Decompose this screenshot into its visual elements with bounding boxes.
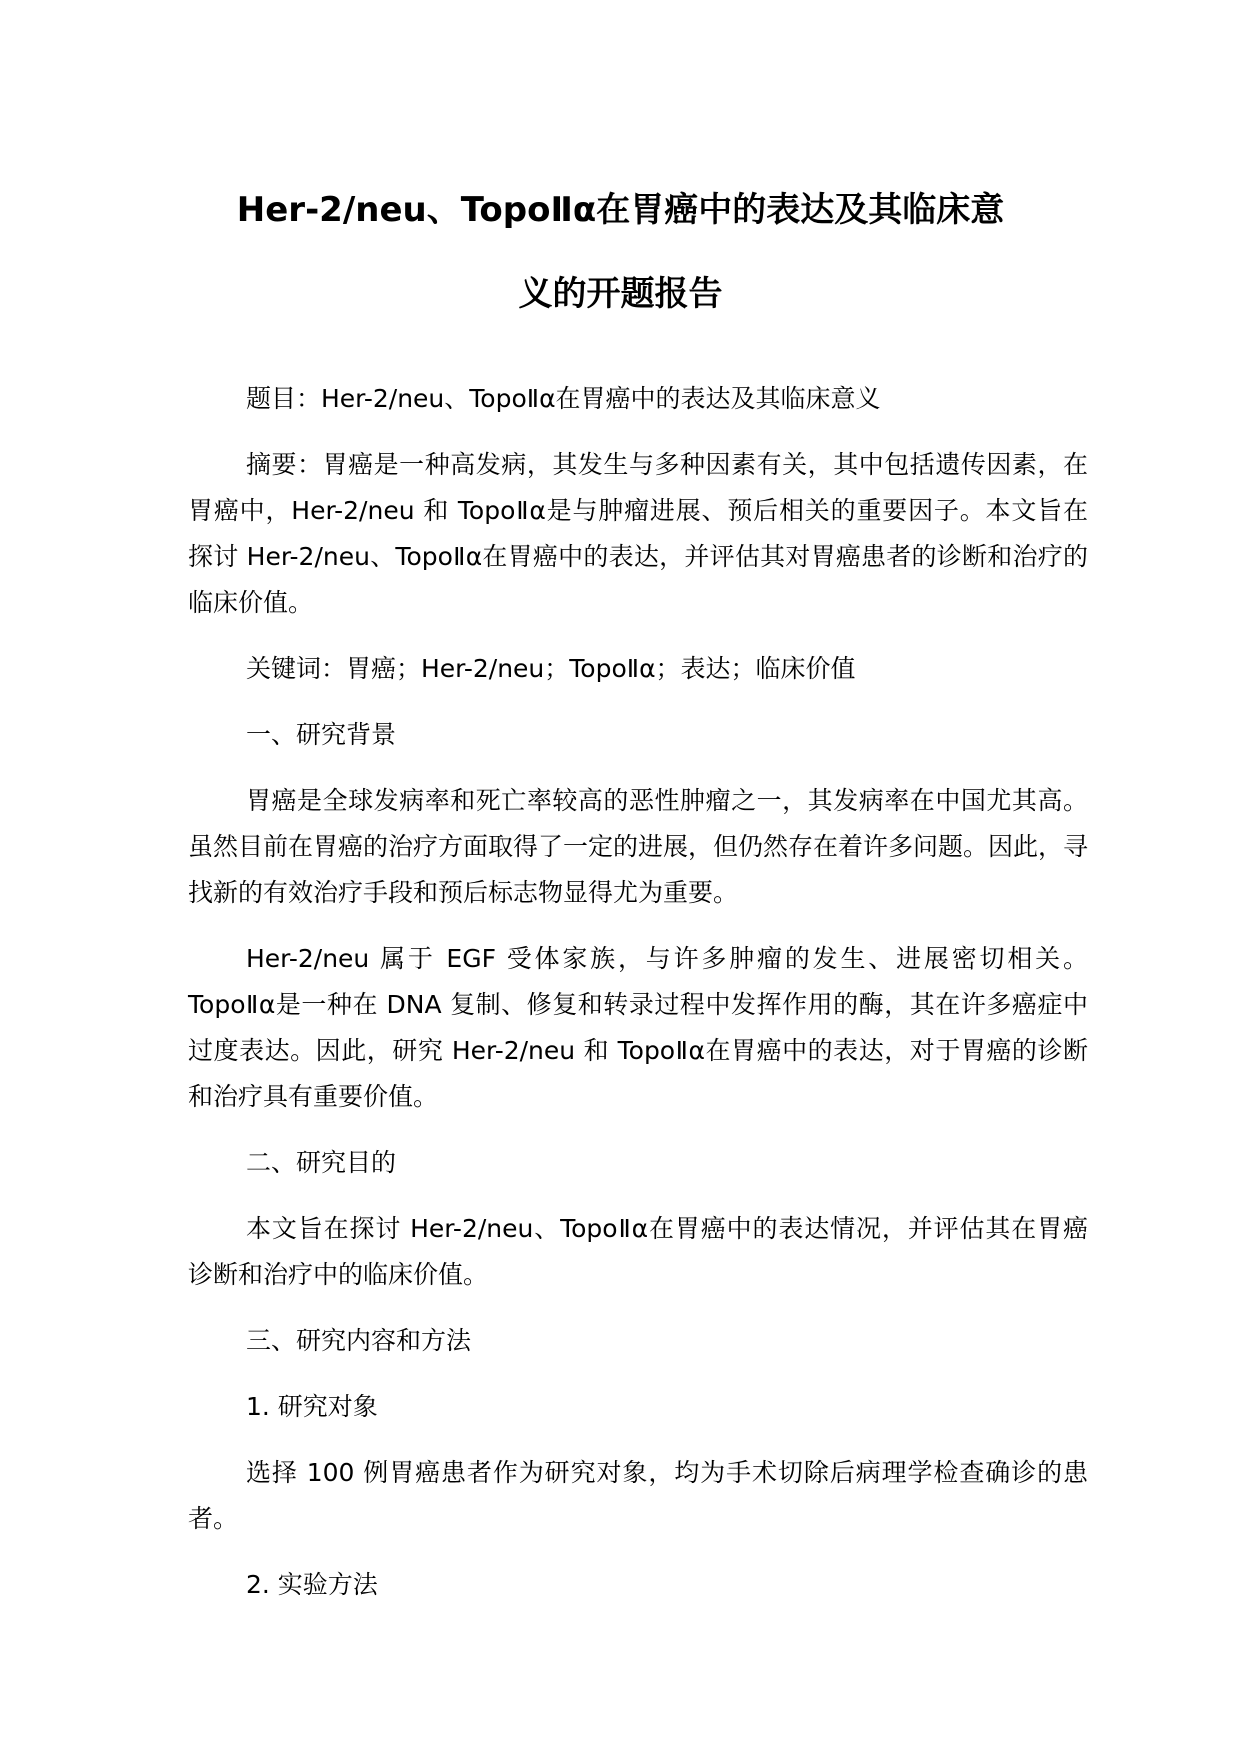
subheading-experiment-methods: 2. 实验方法: [246, 1570, 378, 1599]
document-title: [160, 168, 1081, 336]
abstract-paragraph: 摘要：胃癌是一种高发病，其发生与多种因素有关，其中包括遗传因素，在胃癌中，Her-2/neu 和 TopoⅡα是与肿瘤进展、预后相关的重要因子。本文旨在探讨 Her-2/neu、TopoⅡα在胃癌中的表达，并评估其对胃癌患者的诊断和治疗的临床价值。: [188, 450, 1088, 617]
purpose-paragraph: 本文旨在探讨 Her-2/neu、TopoⅡα在胃癌中的表达情况，并评估其在胃癌诊断和治疗中的临床价值。: [188, 1214, 1088, 1289]
background-paragraph-2: Her-2/neu 属于 EGF 受体家族，与许多肿瘤的发生、进展密切相关。TopoⅡα是一种在 DNA 复制、修复和转录过程中发挥作用的酶，其在许多癌症中过度表达。因此，研究 Her-2/neu 和 TopoⅡα在胃癌中的表达，对于胃癌的诊断和治疗具有重要价值。: [188, 944, 1088, 1111]
section-heading-methods: 三、研究内容和方法: [246, 1326, 472, 1355]
section-heading-background: 一、研究背景: [246, 720, 397, 749]
topic-paragraph: 题目：Her-2/neu、TopoⅡα在胃癌中的表达及其临床意义: [246, 384, 881, 413]
document-body: [188, 376, 1088, 1628]
subheading-subjects: 1. 研究对象: [246, 1392, 378, 1421]
title-line-1: Her-2/neu、TopoⅡα在胃癌中的表达及其临床意: [236, 190, 1005, 230]
background-paragraph-1: 胃癌是全球发病率和死亡率较高的恶性肿瘤之一，其发病率在中国尤其高。虽然目前在胃癌的治疗方面取得了一定的进展，但仍然存在着许多问题。因此，寻找新的有效治疗手段和预后标志物显得尤为重要。: [188, 786, 1089, 907]
section-heading-purpose: 二、研究目的: [246, 1148, 397, 1177]
subjects-paragraph: 选择 100 例胃癌患者作为研究对象，均为手术切除后病理学检查确诊的患者。: [188, 1458, 1088, 1533]
keywords-paragraph: 关键词：胃癌；Her-2/neu；TopoⅡα；表达；临床价值: [246, 654, 856, 683]
title-line-2: 义的开题报告: [518, 274, 723, 314]
